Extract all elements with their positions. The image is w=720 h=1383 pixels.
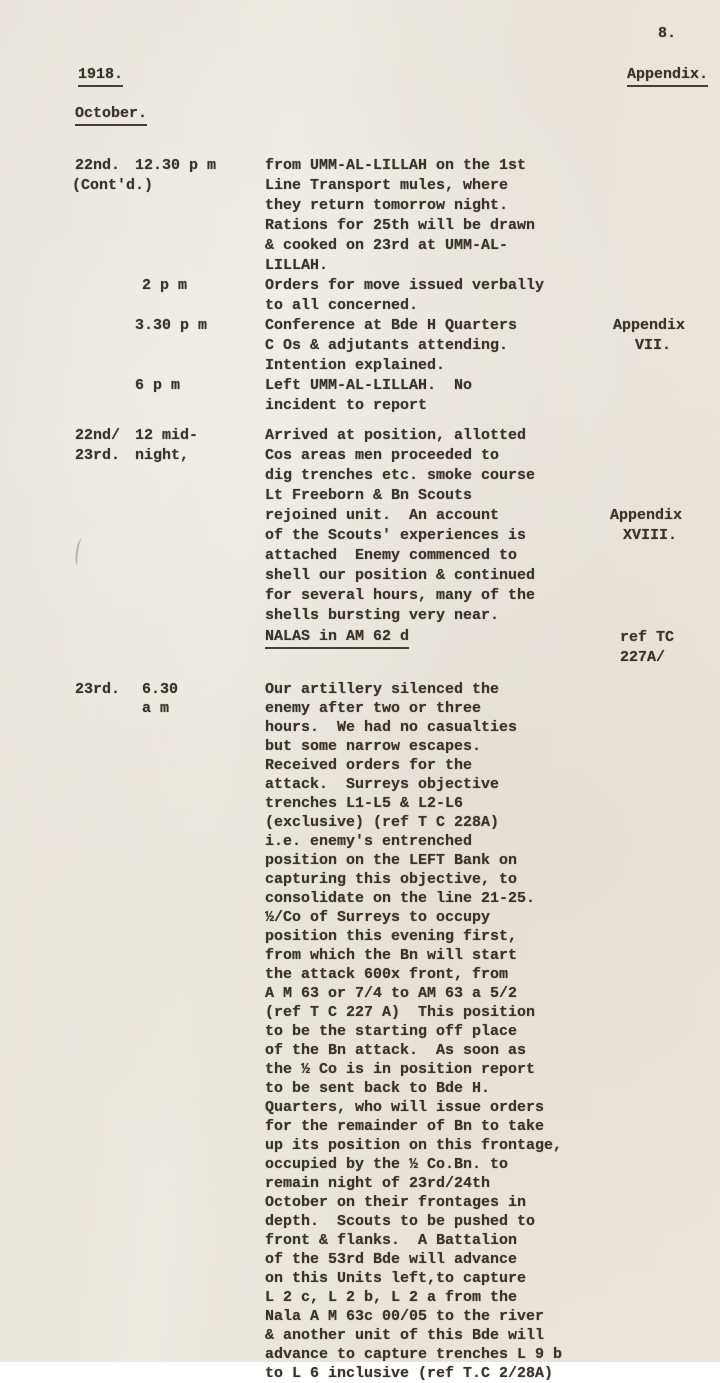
- entry-line: Intention explained.: [265, 357, 446, 374]
- entry-line: advance to capture trenches L 9 b: [265, 1346, 563, 1363]
- entry-line: Nala A M 63c 00/05 to the river: [265, 1308, 545, 1325]
- entry-line: but some narrow escapes.: [265, 738, 482, 755]
- entry-line: incident to report: [265, 397, 428, 414]
- entry-body: [265, 680, 605, 1383]
- entry-line: Lt Freeborn & Bn Scouts: [265, 487, 473, 504]
- section-heading-row: [0, 628, 720, 668]
- entry-line: on this Units left,to capture: [265, 1270, 527, 1287]
- year-heading: 1918.: [78, 66, 123, 87]
- entry-line: shell our position & continued: [265, 567, 536, 584]
- entry-date: 22nd/ 23rd.: [75, 427, 121, 464]
- entry-line: for the remainder of Bn to take: [265, 1118, 545, 1135]
- entry-time: 12.30 p m: [135, 157, 217, 174]
- entry-line: ½/Co of Surreys to occupy: [265, 909, 491, 926]
- entry-line: depth. Scouts to be pushed to: [265, 1213, 536, 1230]
- entry-line: A M 63 or 7/4 to AM 63 a 5/2: [265, 985, 518, 1002]
- entry-body: [265, 426, 605, 626]
- margin-note: Appendix XVIII.: [610, 507, 683, 544]
- entry-line: to be sent back to Bde H.: [265, 1080, 491, 1097]
- month-heading: October.: [75, 105, 147, 126]
- entry-line: & another unit of this Bde will: [265, 1327, 545, 1344]
- entry-line: position on the LEFT Bank on: [265, 852, 518, 869]
- diary-entry: [0, 276, 720, 316]
- page-number: 8.: [657, 25, 676, 42]
- entry-body: [265, 156, 605, 276]
- entry-line: they return tomorrow night.: [265, 197, 509, 214]
- entry-time: 2 p m: [142, 277, 188, 294]
- entry-line: (exclusive) (ref T C 228A): [265, 814, 500, 831]
- diary-entry: [0, 156, 720, 276]
- diary-entry: [0, 316, 720, 376]
- appendix-heading: Appendix.: [627, 66, 708, 87]
- entry-line: C Os & adjutants attending.: [265, 337, 509, 354]
- entry-body: [265, 276, 605, 316]
- entry-margin: [605, 156, 720, 276]
- entry-line: the ½ Co is in position report: [265, 1061, 536, 1078]
- entry-line: LILLAH.: [265, 257, 329, 274]
- entry-line: trenches L1-L5 & L2-L6: [265, 795, 464, 812]
- entry-line: from UMM-AL-LILLAH on the 1st: [265, 157, 527, 174]
- entry-line: Arrived at position, allotted: [265, 427, 527, 444]
- entry-line: Cos areas men proceeded to: [265, 447, 500, 464]
- margin-note: Appendix VII.: [613, 317, 686, 354]
- entry-line: to be the starting off place: [265, 1023, 518, 1040]
- entry-line: capturing this objective, to: [265, 871, 518, 888]
- diary-entry: [0, 376, 720, 416]
- entry-line: enemy after two or three: [265, 700, 482, 717]
- entry-line: Our artillery silenced the: [265, 681, 500, 698]
- entry-line: L 2 c, L 2 b, L 2 a from the: [265, 1289, 518, 1306]
- margin-note: ref TC 227A/: [620, 629, 675, 666]
- entry-body: [265, 376, 605, 416]
- entry-line: Orders for move issued verbally: [265, 277, 545, 294]
- entry-line: for several hours, many of the: [265, 587, 536, 604]
- entry-line: of the 53rd Bde will advance: [265, 1251, 518, 1268]
- month-heading-row: [0, 105, 720, 126]
- entry-line: attached Enemy commenced to: [265, 547, 518, 564]
- entry-line: up its position on this frontage,: [265, 1137, 563, 1154]
- entry-line: i.e. enemy's entrenched: [265, 833, 473, 850]
- entry-line: consolidate on the line 21-25.: [265, 890, 536, 907]
- diary-entry: [0, 426, 720, 626]
- entry-line: of the Scouts' experiences is: [265, 527, 527, 544]
- page-header: [0, 66, 720, 87]
- entry-line: & cooked on 23rd at UMM-AL-: [265, 237, 509, 254]
- entry-line: hours. We had no casualties: [265, 719, 518, 736]
- entry-line: front & flanks. A Battalion: [265, 1232, 518, 1249]
- entry-line: rejoined unit. An account: [265, 507, 500, 524]
- entry-line: to L 6 inclusive (ref T.C 2/28A): [265, 1365, 554, 1382]
- entry-line: to all concerned.: [265, 297, 419, 314]
- entry-time: 6.30 a m: [142, 681, 179, 717]
- entry-line: shells bursting very near.: [265, 607, 500, 624]
- entry-line: remain night of 23rd/24th: [265, 1175, 491, 1192]
- entry-date: 23rd.: [75, 681, 121, 698]
- entry-line: position this evening first,: [265, 928, 518, 945]
- entry-time: 6 p m: [135, 377, 181, 394]
- entry-line: the attack 600x front, from: [265, 966, 509, 983]
- entry-line: Received orders for the: [265, 757, 473, 774]
- entry-body: [265, 316, 605, 376]
- entry-date: 22nd. (Cont'd.): [72, 157, 154, 194]
- entry-line: Conference at Bde H Quarters: [265, 317, 518, 334]
- entry-line: Rations for 25th will be drawn: [265, 217, 536, 234]
- entry-line: dig trenches etc. smoke course: [265, 467, 536, 484]
- entry-line: of the Bn attack. As soon as: [265, 1042, 527, 1059]
- diary-entry: [0, 680, 720, 1383]
- entry-line: Line Transport mules, where: [265, 177, 509, 194]
- entry-line: Left UMM-AL-LILLAH. No: [265, 377, 473, 394]
- entry-line: from which the Bn will start: [265, 947, 518, 964]
- entry-line: occupied by the ½ Co.Bn. to: [265, 1156, 509, 1173]
- entry-line: Quarters, who will issue orders: [265, 1099, 545, 1116]
- entry-time: 3.30 p m: [135, 317, 208, 334]
- section-heading: NALAS in AM 62 d: [265, 628, 409, 649]
- entry-line: October on their frontages in: [265, 1194, 527, 1211]
- entry-line: attack. Surreys objective: [265, 776, 500, 793]
- entry-line: (ref T C 227 A) This position: [265, 1004, 536, 1021]
- entry-time: 12 mid- night,: [135, 427, 199, 464]
